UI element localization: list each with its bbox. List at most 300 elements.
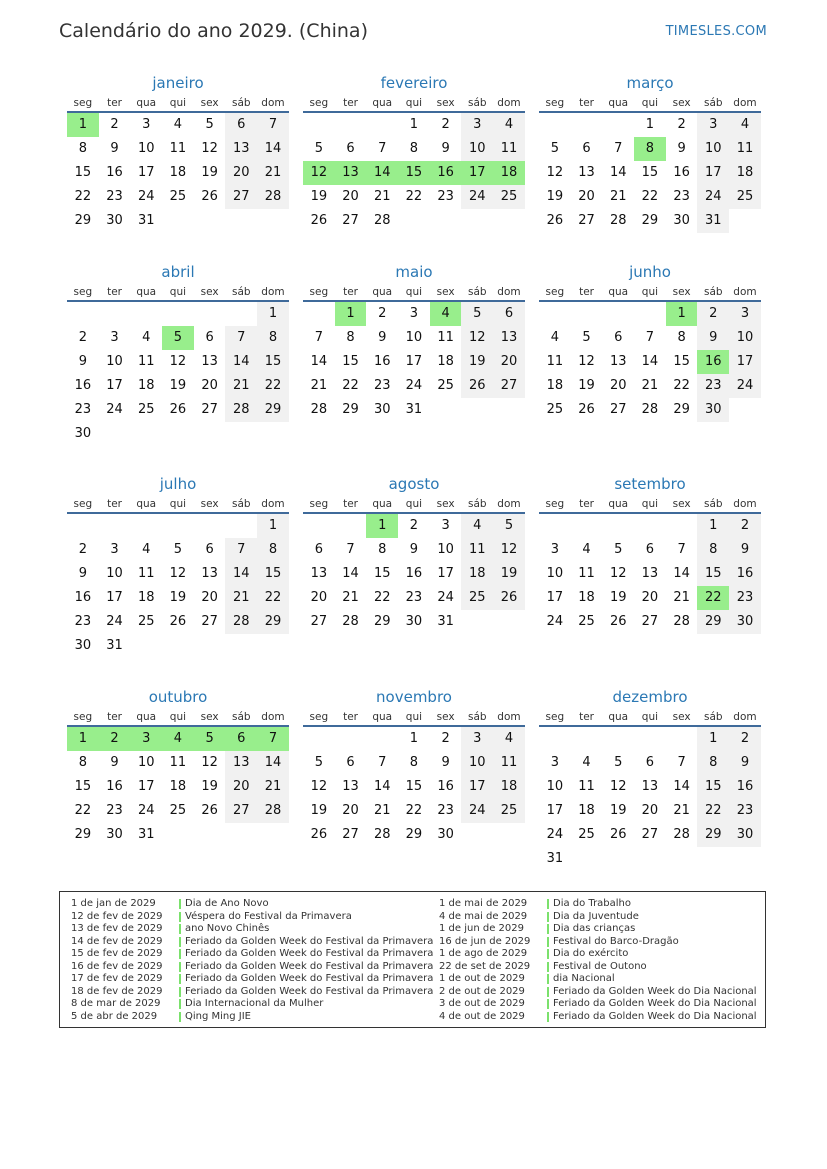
legend-row <box>71 923 433 936</box>
day-cell: 3 <box>110 330 119 345</box>
holiday-marker <box>547 912 549 922</box>
holiday-day-cell: 16 <box>430 161 462 185</box>
day-cell: 24 <box>437 590 454 605</box>
month-name: outubro <box>148 688 208 706</box>
holiday-marker <box>179 912 181 922</box>
holiday-marker <box>547 999 549 1009</box>
holiday-day-cell: 15 <box>398 161 430 185</box>
holiday-date: 2 de out de 2029 <box>439 985 525 997</box>
day-cell: 10 <box>546 779 564 794</box>
day-cell: 3 <box>142 117 151 132</box>
day-cell: 1 <box>645 117 655 132</box>
empty-cell <box>571 113 603 137</box>
day-cell: 11 <box>729 137 761 161</box>
day-cell: 14 <box>641 354 659 369</box>
day-cell: 21 <box>609 189 627 204</box>
day-cell: 18 <box>137 378 155 393</box>
holiday-day-cell: 1 <box>335 302 367 326</box>
day-cell: 31 <box>546 851 564 866</box>
empty-cell <box>571 302 603 326</box>
day-cell: 15 <box>641 165 659 180</box>
day-cell: 17 <box>137 779 155 794</box>
day-cell: 24 <box>106 402 123 417</box>
holiday-name: Dia da Juventude <box>553 910 639 922</box>
day-cell: 9 <box>441 755 450 770</box>
holiday-name: Feriado da Golden Week do Festival da Primavera <box>185 973 434 984</box>
holiday-date: 16 de jun de 2029 <box>439 935 531 947</box>
empty-cell <box>634 727 666 751</box>
month-junho <box>539 262 761 422</box>
day-cell: 10 <box>106 566 123 581</box>
holiday-marker <box>179 962 181 972</box>
day-cell: 13 <box>493 326 525 350</box>
day-cell: 22 <box>373 590 391 605</box>
weekday-label: ter <box>107 97 122 109</box>
page-title: Calendário do ano 2029. (China) <box>59 20 368 42</box>
empty-cell <box>99 514 131 538</box>
day-cell: 11 <box>461 538 493 562</box>
day-cell: 1 <box>257 302 289 326</box>
weekday-label: qua <box>372 498 393 510</box>
day-cell: 17 <box>729 350 761 374</box>
month-fevereiro <box>303 73 525 233</box>
day-cell: 29 <box>74 213 92 228</box>
day-cell: 27 <box>641 614 659 629</box>
day-cell: 11 <box>493 751 525 775</box>
day-cell: 5 <box>614 542 623 557</box>
day-cell: 6 <box>582 141 591 156</box>
holiday-date: 3 de out de 2029 <box>439 998 525 1009</box>
weekday-label: dom <box>497 498 521 510</box>
legend-row <box>71 898 433 911</box>
day-cell: 15 <box>342 354 359 369</box>
legend-row <box>71 1011 433 1024</box>
weekday-label: ter <box>343 498 358 510</box>
month-name: dezembro <box>612 688 688 706</box>
day-cell: 25 <box>169 189 187 204</box>
empty-cell <box>539 727 571 751</box>
weekday-label: sáb <box>467 286 487 298</box>
day-cell: 3 <box>697 113 729 137</box>
day-cell: 21 <box>342 590 359 605</box>
day-cell: 20 <box>342 803 359 818</box>
weekday-label: dom <box>261 711 285 723</box>
empty-cell <box>366 727 398 751</box>
day-grid <box>303 514 525 634</box>
day-cell: 24 <box>137 189 155 204</box>
day-grid <box>303 302 525 422</box>
weekday-label: qua <box>136 97 157 109</box>
day-cell: 15 <box>74 779 92 794</box>
month-name: fevereiro <box>380 74 448 92</box>
day-cell: 15 <box>697 775 729 799</box>
day-cell: 13 <box>641 779 659 794</box>
day-cell: 20 <box>609 378 627 393</box>
day-cell: 1 <box>697 514 729 538</box>
day-cell: 3 <box>441 518 450 533</box>
day-cell: 11 <box>169 755 187 770</box>
holiday-day-cell: 2 <box>99 727 131 751</box>
weekday-label: qui <box>169 97 187 109</box>
day-cell: 28 <box>310 402 328 417</box>
legend-row <box>71 911 433 924</box>
day-cell: 16 <box>74 378 92 393</box>
day-cell: 25 <box>578 827 595 842</box>
day-cell: 30 <box>437 827 454 842</box>
day-cell: 15 <box>373 566 391 581</box>
day-cell: 21 <box>641 378 659 393</box>
day-cell: 21 <box>257 161 289 185</box>
day-cell: 8 <box>677 330 686 345</box>
weekday-label: qua <box>608 711 629 723</box>
day-cell: 24 <box>729 374 761 398</box>
day-cell: 29 <box>697 823 729 847</box>
month-dezembro <box>539 687 761 871</box>
weekday-label: seg <box>545 286 565 298</box>
day-cell: 29 <box>74 827 92 842</box>
empty-cell <box>571 514 603 538</box>
weekday-label: qua <box>136 498 157 510</box>
holiday-day-cell: 16 <box>697 350 729 374</box>
holiday-marker <box>179 987 181 997</box>
day-cell: 26 <box>310 213 328 228</box>
day-cell: 2 <box>441 731 450 746</box>
day-cell: 6 <box>493 302 525 326</box>
day-cell: 2 <box>409 518 419 533</box>
month-name: novembro <box>376 688 452 706</box>
day-cell: 13 <box>225 751 257 775</box>
day-cell: 15 <box>697 562 729 586</box>
day-cell: 12 <box>201 141 218 156</box>
month-name: maio <box>395 263 433 281</box>
weekday-label: qua <box>372 97 393 109</box>
day-cell: 4 <box>142 542 151 557</box>
day-cell: 24 <box>546 614 564 629</box>
weekday-label: qui <box>169 711 187 723</box>
day-cell: 28 <box>373 827 391 842</box>
day-cell: 19 <box>461 350 493 374</box>
day-cell: 21 <box>373 189 391 204</box>
day-cell: 18 <box>137 590 155 605</box>
holiday-date: 4 de mai de 2029 <box>439 910 528 922</box>
holiday-marker <box>179 949 181 959</box>
weekday-header <box>539 95 761 113</box>
holiday-date: 17 de fev de 2029 <box>71 973 163 984</box>
month-setembro <box>539 474 761 634</box>
day-cell: 3 <box>550 542 559 557</box>
day-cell: 30 <box>106 827 123 842</box>
holiday-date: 1 de jan de 2029 <box>71 898 156 909</box>
day-cell: 15 <box>257 350 289 374</box>
weekday-label: dom <box>733 498 757 510</box>
legend-row <box>439 923 757 936</box>
legend-row <box>439 973 757 986</box>
day-cell: 31 <box>437 614 454 629</box>
day-cell: 14 <box>609 165 627 180</box>
day-cell: 30 <box>106 213 123 228</box>
weekday-label: qua <box>372 286 393 298</box>
day-cell: 17 <box>437 566 454 581</box>
day-cell: 12 <box>493 538 525 562</box>
day-cell: 28 <box>225 610 257 634</box>
holiday-date: 1 de out de 2029 <box>439 973 525 984</box>
day-cell: 2 <box>378 306 387 321</box>
day-cell: 22 <box>257 586 289 610</box>
day-cell: 19 <box>310 803 328 818</box>
day-cell: 9 <box>441 141 450 156</box>
day-cell: 28 <box>673 614 690 629</box>
day-cell: 23 <box>729 799 761 823</box>
empty-cell <box>130 302 162 326</box>
day-cell: 9 <box>78 354 87 369</box>
day-cell: 4 <box>142 330 151 345</box>
weekday-label: ter <box>107 711 122 723</box>
empty-cell <box>303 302 335 326</box>
day-cell: 29 <box>697 610 729 634</box>
day-cell: 22 <box>405 803 423 818</box>
legend-row <box>439 898 757 911</box>
day-cell: 23 <box>437 803 454 818</box>
day-cell: 21 <box>225 374 257 398</box>
month-outubro <box>67 687 289 847</box>
empty-cell <box>602 727 634 751</box>
day-cell: 4 <box>582 542 591 557</box>
day-cell: 29 <box>641 213 659 228</box>
day-cell: 8 <box>78 141 87 156</box>
day-cell: 22 <box>257 374 289 398</box>
holiday-date: 12 de fev de 2029 <box>71 910 163 922</box>
weekday-label: qui <box>169 498 187 510</box>
holiday-name: Dia das crianças <box>553 923 636 934</box>
holiday-date: 4 de out de 2029 <box>439 1010 525 1022</box>
month-name: agosto <box>388 475 440 493</box>
day-cell: 12 <box>609 779 627 794</box>
day-cell: 12 <box>310 779 328 794</box>
empty-cell <box>602 514 634 538</box>
day-cell: 24 <box>405 378 423 393</box>
weekday-label: sex <box>436 711 455 723</box>
weekday-label: seg <box>73 711 93 723</box>
day-cell: 24 <box>461 799 493 823</box>
day-cell: 26 <box>461 374 493 398</box>
day-cell: 21 <box>673 590 690 605</box>
day-cell: 14 <box>257 137 289 161</box>
day-cell: 6 <box>614 330 623 345</box>
day-cell: 11 <box>546 354 564 369</box>
day-cell: 2 <box>441 117 450 132</box>
day-cell: 29 <box>405 827 423 842</box>
holiday-day-cell: 5 <box>194 727 226 751</box>
day-cell: 10 <box>405 330 423 345</box>
day-cell: 3 <box>461 113 493 137</box>
empty-cell <box>666 514 698 538</box>
holiday-day-cell: 14 <box>366 161 398 185</box>
legend-row <box>71 998 433 1011</box>
day-cell: 24 <box>546 827 564 842</box>
holiday-name: Festival de Outono <box>553 960 647 972</box>
day-cell: 16 <box>405 566 423 581</box>
day-cell: 2 <box>729 514 761 538</box>
holiday-name: Feriado da Golden Week do Dia Nacional <box>553 985 757 997</box>
day-cell: 5 <box>493 514 525 538</box>
holiday-day-cell: 4 <box>162 727 194 751</box>
day-cell: 25 <box>578 614 595 629</box>
holiday-date: 18 de fev de 2029 <box>71 985 163 997</box>
day-cell: 8 <box>697 751 729 775</box>
day-cell: 23 <box>106 189 123 204</box>
day-cell: 19 <box>201 165 218 180</box>
day-cell: 27 <box>578 213 595 228</box>
day-cell: 11 <box>137 354 155 369</box>
day-cell: 28 <box>673 827 690 842</box>
empty-cell <box>303 727 335 751</box>
empty-cell <box>99 302 131 326</box>
holiday-date: 1 de ago de 2029 <box>439 948 528 959</box>
holiday-day-cell: 12 <box>303 161 335 185</box>
weekday-header <box>303 709 525 727</box>
holiday-day-cell: 17 <box>461 161 493 185</box>
day-cell: 6 <box>314 542 323 557</box>
day-cell: 24 <box>697 185 729 209</box>
day-cell: 31 <box>697 209 729 233</box>
day-cell: 25 <box>493 185 525 209</box>
day-cell: 11 <box>169 141 187 156</box>
holiday-day-cell: 1 <box>666 302 698 326</box>
holiday-marker <box>179 924 181 934</box>
day-cell: 30 <box>673 213 690 228</box>
day-cell: 2 <box>78 542 87 557</box>
day-cell: 6 <box>205 330 214 345</box>
weekday-label: ter <box>579 711 594 723</box>
day-cell: 28 <box>257 799 289 823</box>
day-cell: 29 <box>373 614 391 629</box>
holiday-marker <box>547 949 549 959</box>
day-cell: 18 <box>169 165 187 180</box>
weekday-label: qui <box>641 498 659 510</box>
empty-cell <box>303 514 335 538</box>
day-cell: 6 <box>205 542 214 557</box>
legend-row <box>439 948 757 961</box>
empty-cell <box>539 514 571 538</box>
day-grid <box>539 302 761 422</box>
month-agosto <box>303 474 525 634</box>
day-cell: 9 <box>677 141 686 156</box>
weekday-label: sáb <box>703 97 723 109</box>
empty-cell <box>130 514 162 538</box>
empty-cell <box>539 302 571 326</box>
weekday-label: seg <box>73 97 93 109</box>
day-cell: 18 <box>437 354 454 369</box>
holiday-day-cell: 18 <box>493 161 525 185</box>
day-cell: 9 <box>697 326 729 350</box>
day-cell: 18 <box>578 590 595 605</box>
day-cell: 10 <box>546 566 564 581</box>
weekday-label: sex <box>436 97 455 109</box>
weekday-label: qua <box>136 286 157 298</box>
holiday-date: 13 de fev de 2029 <box>71 923 163 934</box>
day-grid <box>67 727 289 847</box>
weekday-label: dom <box>497 97 521 109</box>
day-grid <box>539 113 761 233</box>
holiday-marker <box>179 937 181 947</box>
day-cell: 3 <box>550 755 559 770</box>
day-cell: 26 <box>169 402 187 417</box>
weekday-label: ter <box>579 498 594 510</box>
holiday-day-cell: 1 <box>366 514 398 538</box>
day-cell: 25 <box>137 402 155 417</box>
brand-link[interactable]: TIMESLES.COM <box>665 24 767 39</box>
day-cell: 24 <box>106 614 123 629</box>
day-cell: 28 <box>342 614 359 629</box>
legend-row <box>71 961 433 974</box>
month-name: março <box>626 74 674 92</box>
holiday-marker <box>179 1012 181 1022</box>
day-cell: 9 <box>110 755 119 770</box>
day-cell: 8 <box>409 755 419 770</box>
weekday-label: qui <box>405 97 423 109</box>
day-cell: 23 <box>74 402 92 417</box>
weekday-header <box>303 284 525 302</box>
holiday-name: Feriado da Golden Week do Dia Nacional <box>553 998 757 1009</box>
day-cell: 15 <box>74 165 92 180</box>
day-cell: 9 <box>409 542 419 557</box>
day-cell: 19 <box>169 590 187 605</box>
holiday-day-cell: 22 <box>697 586 729 610</box>
day-cell: 6 <box>225 113 257 137</box>
day-cell: 6 <box>645 542 655 557</box>
day-cell: 13 <box>641 566 659 581</box>
day-cell: 22 <box>697 799 729 823</box>
day-cell: 25 <box>461 586 493 610</box>
day-cell: 26 <box>609 827 627 842</box>
month-março <box>539 73 761 233</box>
day-cell: 31 <box>137 213 155 228</box>
day-cell: 28 <box>641 402 659 417</box>
day-cell: 26 <box>493 586 525 610</box>
weekday-label: dom <box>733 711 757 723</box>
legend-row <box>439 961 757 974</box>
weekday-label: dom <box>261 498 285 510</box>
day-cell: 17 <box>546 803 564 818</box>
day-cell: 19 <box>493 562 525 586</box>
day-cell: 7 <box>614 141 623 156</box>
weekday-label: qua <box>608 286 629 298</box>
holiday-day-cell: 1 <box>67 727 99 751</box>
empty-cell <box>225 302 257 326</box>
holiday-day-cell: 13 <box>335 161 367 185</box>
day-cell: 23 <box>673 189 690 204</box>
day-cell: 19 <box>310 189 328 204</box>
empty-cell <box>67 514 99 538</box>
holiday-name: Feriado da Golden Week do Festival da Primavera <box>185 935 434 947</box>
empty-cell <box>634 514 666 538</box>
weekday-label: sex <box>200 498 219 510</box>
day-cell: 21 <box>310 378 328 393</box>
weekday-header <box>539 284 761 302</box>
day-cell: 21 <box>225 586 257 610</box>
day-cell: 4 <box>729 113 761 137</box>
holiday-date: 8 de mar de 2029 <box>71 998 161 1009</box>
day-cell: 30 <box>405 614 423 629</box>
weekday-header <box>67 709 289 727</box>
holiday-date: 14 de fev de 2029 <box>71 935 163 947</box>
day-cell: 30 <box>729 823 761 847</box>
day-cell: 2 <box>697 302 729 326</box>
holiday-date: 1 de jun de 2029 <box>439 923 524 934</box>
day-cell: 13 <box>225 137 257 161</box>
weekday-label: sex <box>200 97 219 109</box>
day-cell: 25 <box>546 402 564 417</box>
